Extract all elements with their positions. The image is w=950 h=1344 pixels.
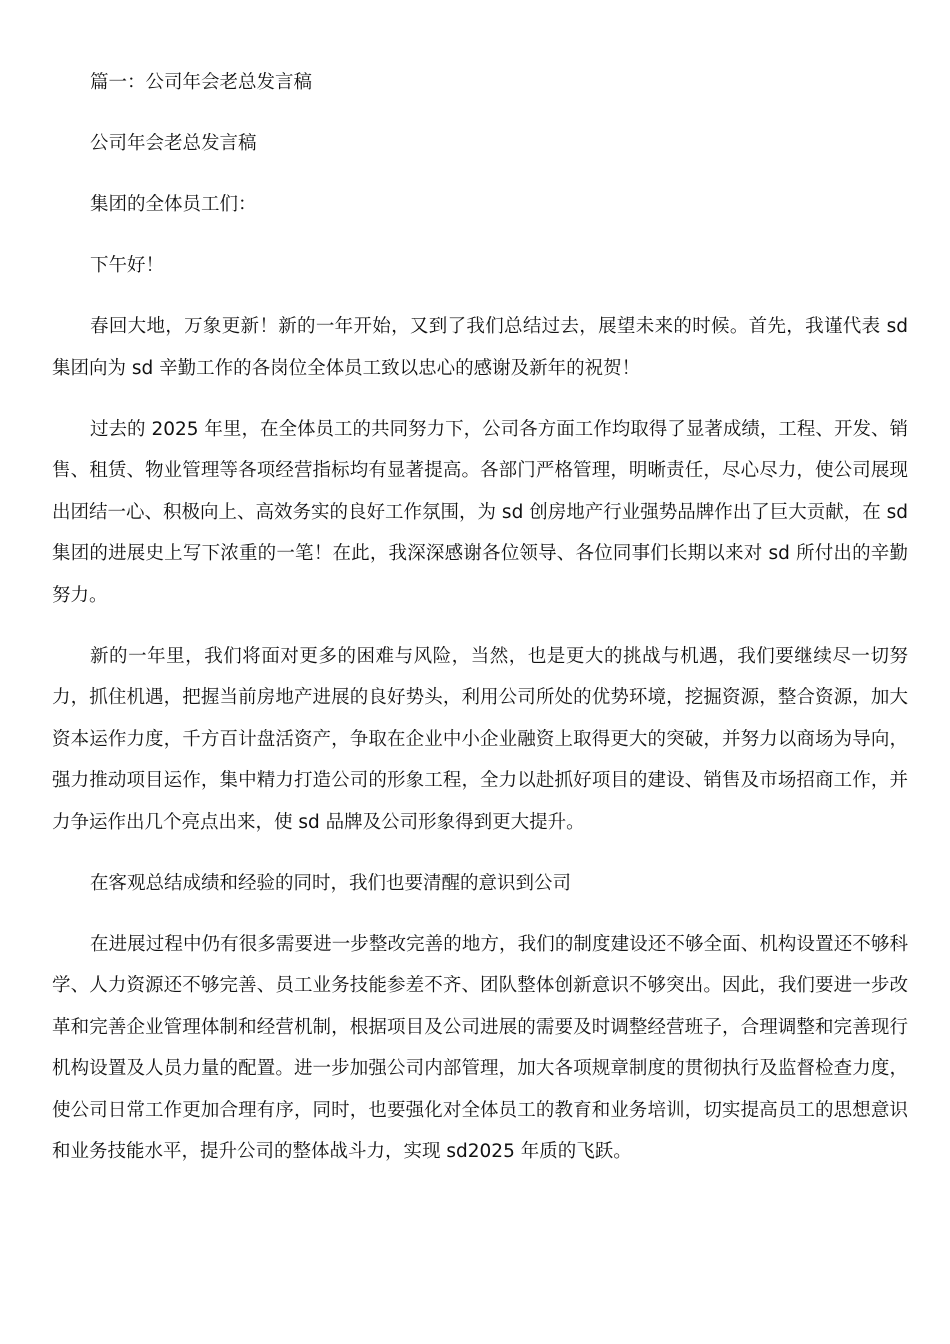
paragraph-improvement: 在进展过程中仍有很多需要进一步整改完善的地方，我们的制度建设还不够全面、机构设置还不够科学、人力资源还不够完善、员工业务技能参差不齐、团队整体创新意识不够突出。因此，我们要进一步改革和完善企业管理体制和经营机制，根据项目及公司进展的需要及时调整经营班子，合理调整和完善现行机构设置及人员力量的配置。进一步加强公司内部管理，加大各项规章制度的贯彻执行及监督检查力度，使公司日常工作更加合理有序，同时，也要强化对全体员工的教育和业务培训，切实提高员工的思想意识和业务技能水平，提升公司的整体战斗力，实现 sd2025 年质的飞跃。	[52, 933, 908, 1162]
document-heading: 篇一：公司年会老总发言稿	[90, 72, 313, 93]
paragraph-opening: 春回大地，万象更新！新的一年开始，又到了我们总结过去，展望未来的时候。首先，我谨代表 sd 集团向为 sd 辛勤工作的各岗位全体员工致以忠心的感谢及新年的祝贺！	[52, 316, 908, 379]
salutation: 集团的全体员工们：	[90, 194, 257, 215]
paragraph-reflection: 在客观总结成绩和经验的同时，我们也要清醒的意识到公司	[90, 872, 572, 894]
paragraph-review: 过去的 2025 年里，在全体员工的共同努力下，公司各方面工作均取得了显著成绩，工程、开发、销售、租赁、物业管理等各项经营指标均有显著提高。各部门严格管理，明晰责任，尽心尽力，使公司展现出团结一心、积极向上、高效务实的良好工作氛围，为 sd 创房地产行业强势品牌作出了巨大贡献，在 sd 集团的进展史上写下浓重的一笔！在此，我深深感谢各位领导、各位同事们长期以来对 sd 所付出的辛勤努力。	[52, 418, 908, 606]
document-title: 公司年会老总发言稿	[90, 133, 257, 154]
paragraph-outlook: 新的一年里，我们将面对更多的困难与风险，当然，也是更大的挑战与机遇，我们要继续尽一切努力，抓住机遇，把握当前房地产进展的良好势头，利用公司所处的优势环境，挖掘资源，整合资源，加大资本运作力度，千方百计盘活资产，争取在企业中小企业融资上取得更大的突破，并努力以商场为导向，强力推动项目运作，集中精力打造公司的形象工程，全力以赴抓好项目的建设、销售及市场招商工作，并力争运作出几个亮点出来，使 sd 品牌及公司形象得到更大提升。	[52, 645, 908, 833]
document-page	[52, 62, 908, 1192]
greeting: 下午好！	[90, 255, 165, 276]
